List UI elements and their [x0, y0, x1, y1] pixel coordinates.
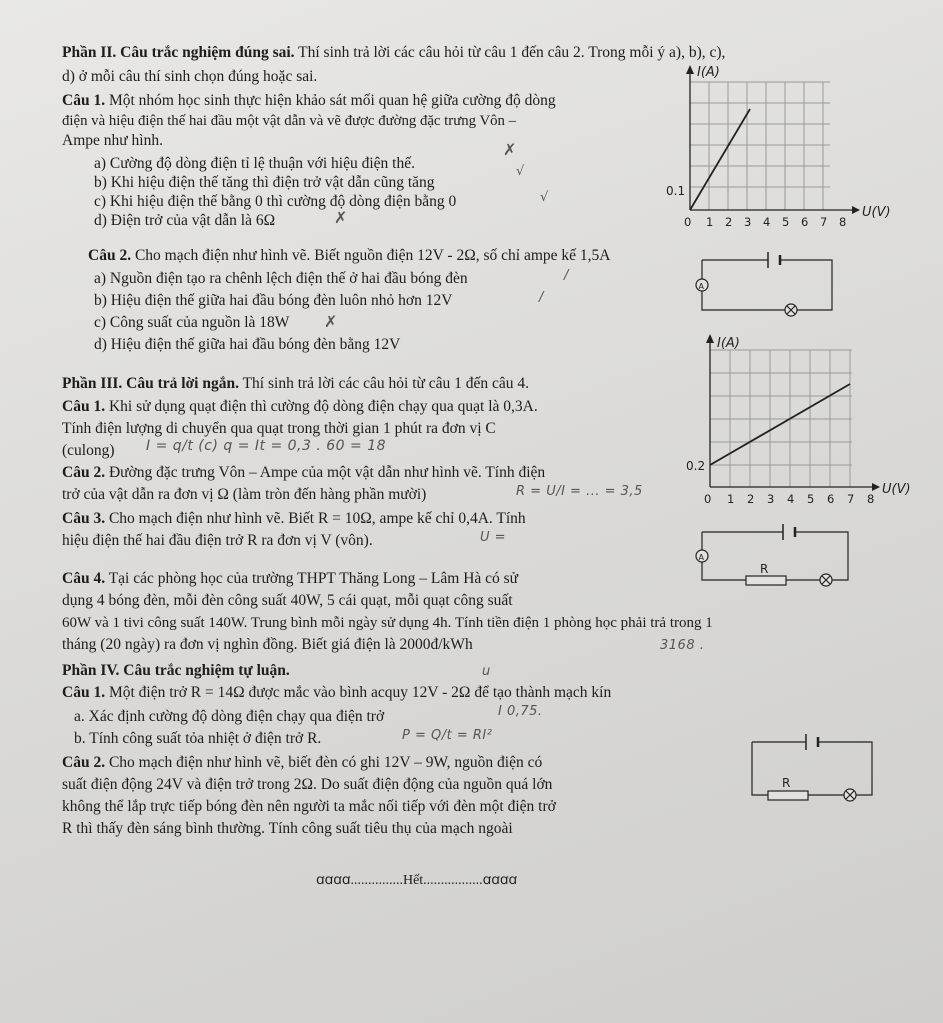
graph2-ytick: 0.2: [686, 459, 706, 473]
mark-p2q1d: ✗: [334, 208, 348, 227]
p2-q2-label: Câu 2.: [88, 247, 132, 264]
p4-q1-a: a. Xác định cường độ dòng điện chạy qua điện trở: [74, 708, 385, 725]
graph2-xtick-2: 2: [747, 492, 755, 506]
p2-q1-text1: Một nhóm học sinh thực hiện khảo sát mối quan hệ giữa cường độ dòng: [108, 92, 556, 109]
graph1-origin: 0: [684, 215, 692, 229]
p3-q2-text1: Đường đặc trưng Vôn – Ampe của một vật dẫn như hình vẽ. Tính điện: [108, 464, 546, 481]
circuit2-ammeter-label: A: [698, 553, 704, 562]
p3-q3-text2: hiệu điện thế hai đầu điện trở R ra đơn vị V (vôn).: [62, 532, 373, 549]
p2-q2-d: d) Hiệu điện thế giữa hai đầu bóng đèn bằng 12V: [94, 336, 401, 353]
part4-heading: Phần IV. Câu trắc nghiệm tự luận.: [62, 662, 290, 679]
graph1-ylabel: I(A): [697, 65, 720, 80]
part2-heading-bold: Phần II. Câu trắc nghiệm đúng sai.: [62, 44, 295, 61]
mark-p2q1c: √: [540, 190, 549, 205]
graph1-xtick-4: 4: [763, 215, 771, 229]
mark-p2q2b: /: [539, 290, 544, 305]
circuit3-resistor-icon: [768, 791, 808, 800]
p3-q1-text3: (culong): [62, 442, 115, 459]
graph2-xlabel: U(V): [882, 482, 911, 497]
p4-q1-work-a: I 0,75.: [498, 704, 543, 719]
circuit2-r-label: R: [760, 562, 769, 576]
p3-q2-text2: trở của vật dẫn ra đơn vị Ω (làm tròn đến hàng phần mười): [62, 486, 427, 503]
footer-end-text: ...............Hết.................: [350, 873, 483, 888]
p4-q1-label: Câu 1.: [62, 684, 106, 701]
p2-q1-a: a) Cường độ dòng điện tỉ lệ thuận với hiệu điện thế.: [94, 155, 415, 172]
p4-q1-text: Một điện trở R = 14Ω được mắc vào bình acquy 12V - 2Ω để tạo thành mạch kín: [108, 684, 612, 701]
graph1-xtick-3: 3: [744, 215, 752, 229]
p2-q1-text2: điện và hiệu điện thế hai đầu một vật dẫn và vẽ được đường đặc trưng Vôn –: [62, 113, 517, 129]
p4-q1-b: b. Tính công suất tỏa nhiệt ở điện trở R.: [74, 730, 322, 747]
p3-q3-work: U =: [480, 530, 507, 545]
graph2-xtick-7: 7: [847, 492, 855, 506]
graph1-xtick-5: 5: [782, 215, 790, 229]
p3-q4-work: 3168 .: [660, 638, 705, 653]
graph1-xlabel: U(V): [862, 205, 891, 220]
p3-q1-text1: Khi sử dụng quạt điện thì cường độ dòng điện chạy qua quạt là 0,3A.: [108, 398, 538, 415]
graph2-xtick-5: 5: [807, 492, 815, 506]
part3-heading-rest: Thí sinh trả lời các câu hỏi từ câu 1 đến câu 4.: [242, 375, 530, 392]
p4-q1-work-b: P = Q/t = RI²: [402, 728, 493, 743]
mark-p2q1a: ✗: [503, 140, 517, 159]
p3-q3-label: Câu 3.: [62, 510, 106, 527]
circuit3-r-label: R: [782, 776, 791, 790]
p3-q4-label: Câu 4.: [62, 570, 106, 587]
footer-left-ornament: ꭤꭤꭤꭤ: [316, 873, 351, 888]
footer-right-ornament: ꭤꭤꭤꭤ: [482, 873, 518, 888]
graph1-xtick-7: 7: [820, 215, 828, 229]
p3-q1-text2: Tính điện lượng di chuyển qua quạt trong thời gian 1 phút ra đơn vị C: [62, 420, 496, 437]
p2-q2-c: c) Công suất của nguồn là 18W: [94, 314, 290, 331]
p2-q2-b: b) Hiệu điện thế giữa hai đầu bóng đèn luôn nhỏ hơn 12V: [94, 292, 453, 309]
part3-heading-bold: Phần III. Câu trả lời ngắn.: [62, 375, 239, 392]
graph2-xtick-1: 1: [727, 492, 735, 506]
circuit3-wires: [752, 742, 872, 795]
p4-q2-text3: không thể lắp trực tiếp bóng đèn nên người ta mắc nối tiếp với đèn một điện trở: [62, 798, 556, 815]
p4-q2-text2: suất điện động 24V và điện trở trong 2Ω. Do suất điện động của nguồn quá lớn: [62, 776, 553, 793]
graph2-ylabel: I(A): [717, 336, 740, 351]
p4-q2-text4: R thì thấy đèn sáng bình thường. Tính công suất tiêu thụ của mạch ngoài: [62, 820, 513, 837]
graph1-ytick: 0.1: [666, 184, 686, 198]
p3-q4-text3: 60W và 1 tivi công suất 140W. Trung bình mỗi ngày sử dụng 4h. Tính tiền điện 1 phòng học phải trả trong 1: [62, 615, 713, 631]
graph2-xtick-6: 6: [827, 492, 835, 506]
graph2-origin: 0: [704, 492, 712, 506]
graph2-xtick-4: 4: [787, 492, 795, 506]
p2-q1-d: d) Điện trở của vật dẫn là 6Ω: [94, 212, 276, 229]
p4-q1-work-top: u: [482, 664, 491, 679]
p2-q1-b: b) Khi hiệu điện thế tăng thì điện trở vật dẫn cũng tăng: [94, 174, 435, 191]
p2-q1-c: c) Khi hiệu điện thế bằng 0 thì cường độ dòng điện bằng 0: [94, 193, 457, 210]
part2-heading-line2: d) ở mỗi câu thí sinh chọn đúng hoặc sai.: [62, 68, 318, 85]
circuit1-ammeter-label: A: [698, 282, 704, 291]
p2-q1-label: Câu 1.: [62, 92, 106, 109]
p2-q2-text: Cho mạch điện như hình vẽ. Biết nguồn điện 12V - 2Ω, số chỉ ampe kế 1,5A: [134, 247, 611, 264]
graph1-xtick-1: 1: [706, 215, 714, 229]
p4-q2-text1: Cho mạch điện như hình vẽ, biết đèn có ghi 12V – 9W, nguồn điện có: [108, 754, 543, 771]
graph1-xtick-6: 6: [801, 215, 809, 229]
p3-q2-work: R = U/I = ... = 3,5: [516, 484, 643, 499]
footer: [316, 872, 517, 890]
graph2-xtick-8: 8: [867, 492, 875, 506]
mark-p2q2a: /: [564, 268, 569, 283]
mark-p2q1b: √: [516, 164, 525, 179]
graph1-xtick-8: 8: [839, 215, 847, 229]
p3-q4-text2: dụng 4 bóng đèn, mỗi đèn công suất 40W, 5 cái quạt, mỗi quạt công suất: [62, 592, 513, 609]
p3-q4-text4: tháng (20 ngày) ra đơn vị nghìn đồng. Biết giá điện là 2000đ/kWh: [62, 636, 473, 653]
p2-q2-a: a) Nguồn điện tạo ra chênh lệch điện thế ở hai đầu bóng đèn: [94, 270, 468, 287]
p3-q3-text1: Cho mạch điện như hình vẽ. Biết R = 10Ω, ampe kế chỉ 0,4A. Tính: [108, 510, 526, 527]
p3-q2-label: Câu 2.: [62, 464, 106, 481]
p3-q4-text1: Tại các phòng học của trường THPT Thăng Long – Lâm Hà có sử: [108, 570, 519, 587]
p3-q1-work: I = q/t (c) q = It = 0,3 . 60 = 18: [146, 438, 387, 454]
p2-q1-text3: Ampe như hình.: [62, 132, 163, 149]
p4-q2-label: Câu 2.: [62, 754, 106, 771]
graph1-xtick-2: 2: [725, 215, 733, 229]
graph2-xtick-3: 3: [767, 492, 775, 506]
mark-p2q2c: ✗: [324, 312, 338, 331]
part2-heading-rest: Thí sinh trả lời các câu hỏi từ câu 1 đến câu 2. Trong mỗi ý a), b), c),: [298, 44, 726, 61]
p3-q1-label: Câu 1.: [62, 398, 106, 415]
